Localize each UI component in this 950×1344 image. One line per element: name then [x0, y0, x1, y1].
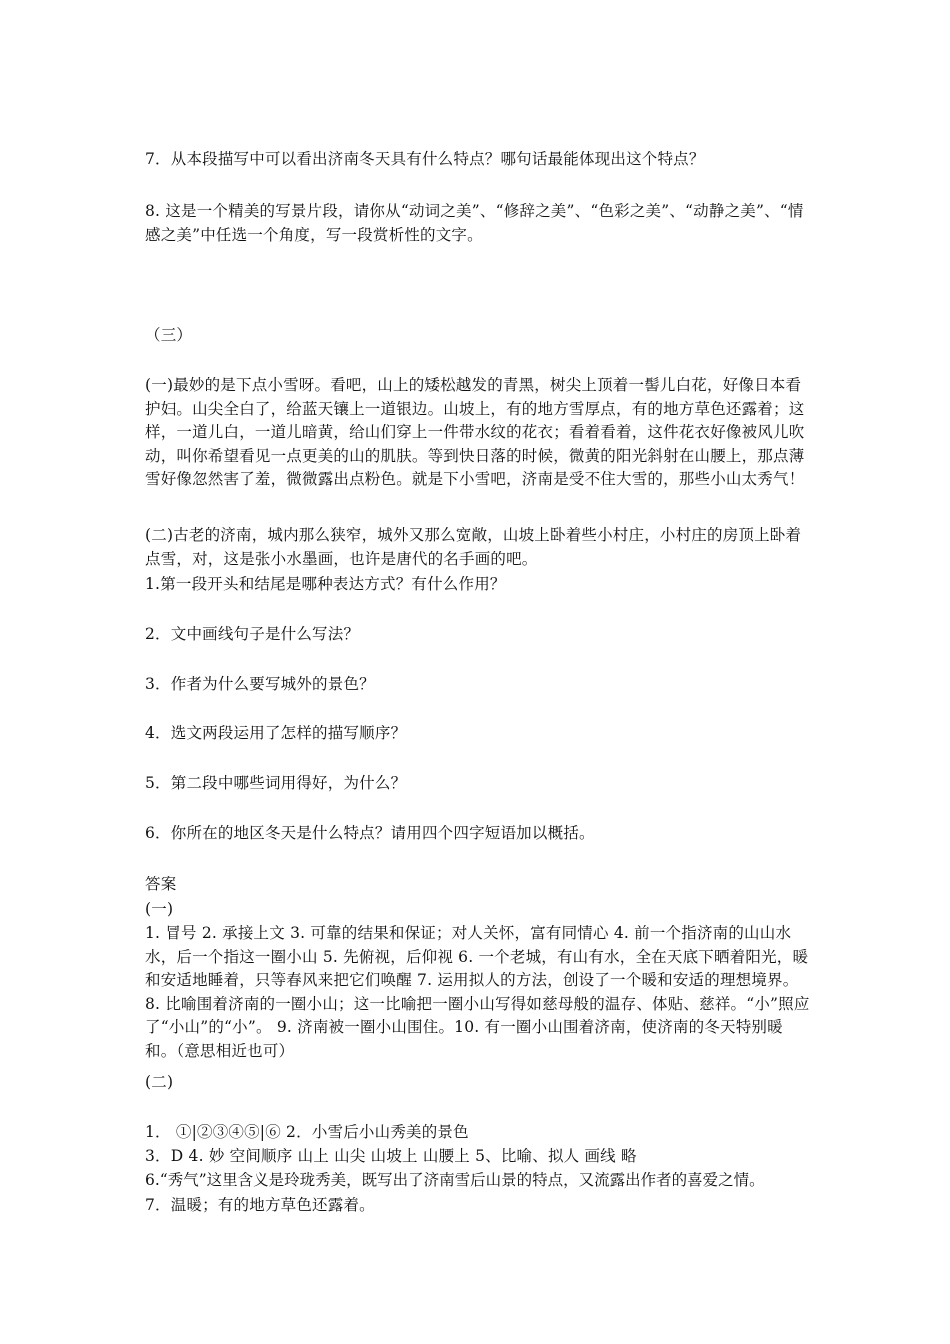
- section-three-question-2: 2．文中画线句子是什么写法？: [145, 625, 360, 643]
- answers-part-two-line-2: 3．D 4. 妙 空间顺序 山上 山尖 山坡上 山腰上 5、比喻、拟人 画线 略: [145, 1147, 637, 1165]
- section-three-question-1: 1.第一段开头和结尾是哪种表达方式？有什么作用？: [145, 575, 506, 593]
- answers-part-two-line-1: 1． ①|②③④⑤|⑥ 2．小雪后小山秀美的景色: [145, 1123, 469, 1141]
- answers-part-two-line-4: 7．温暖；有的地方草色还露着。: [145, 1196, 375, 1214]
- answers-part-one-text: 1. 冒号 2. 承接上文 3. 可靠的结果和保证；对人关怀，富有同情心 4. 前一个指济南的山山水水，后一个指这一圈小山 5. 先俯视，后仰视 6. 一个老城，有山有水，全在天底下晒着阳光，暖和安适地睡着，只等春风来把它们唤醒 7. 运用拟人的方法，创设了一个暖和安适的理想境界。 8. 比喻围着济南的一圈小山；这一比喻把一圈小山写得如慈母般的温存、体贴、慈祥。“小”照应了“小山”的“小”。 9. 济南被一圈小山围住。10. 有一圈小山围着济南，使济南的冬天特别暖和。（意思相近也可）: [145, 924, 810, 1060]
- section-three-question-3: 3．作者为什么要写城外的景色？: [145, 675, 375, 693]
- section-three-question-4: 4．选文两段运用了怎样的描写顺序？: [145, 724, 407, 742]
- section-three-heading: （三）: [145, 326, 193, 344]
- question-8: 8. 这是一个精美的写景片段，请你从“动词之美”、“修辞之美”、“色彩之美”、“动静之美”、“情感之美”中任选一个角度，写一段赏析性的文字。: [145, 202, 804, 244]
- section-three-question-5: 5．第二段中哪些词用得好，为什么？: [145, 774, 407, 792]
- answers-part-two-line-3: 6.“秀气”这里含义是玲珑秀美，既写出了济南雪后山景的特点，又流露出作者的喜爱之情。: [145, 1171, 765, 1189]
- section-three-question-6: 6．你所在的地区冬天是什么特点？请用四个四字短语加以概括。: [145, 824, 595, 842]
- answers-part-two-label: (二): [145, 1073, 174, 1091]
- answers-heading: 答案: [145, 875, 177, 893]
- answers-part-one-label: (一): [145, 900, 174, 918]
- passage-paragraph-2: (二)古老的济南，城内那么狭窄，城外又那么宽敞，山坡上卧着些小村庄，小村庄的房顶上卧着点雪，对，这是张小水墨画，也许是唐代的名手画的吧。: [145, 526, 802, 568]
- passage-paragraph-1: (一)最妙的是下点小雪呀。看吧，山上的矮松越发的青黑，树尖上顶着一髻儿白花，好像日本看护妇。山尖全白了，给蓝天镶上一道银边。山坡上，有的地方雪厚点，有的地方草色还露着；这样，一道儿白，一道儿暗黄，给山们穿上一件带水纹的花衣；看着看着，这件花衣好像被风儿吹动，叫你希望看见一点更美的山的肌肤。等到快日落的时候，微黄的阳光斜射在山腰上，那点薄雪好像忽然害了羞，微微露出点粉色。就是下小雪吧，济南是受不住大雪的，那些小山太秀气！: [145, 376, 805, 488]
- question-7: 7．从本段描写中可以看出济南冬天具有什么特点？哪句话最能体现出这个特点？: [145, 150, 705, 168]
